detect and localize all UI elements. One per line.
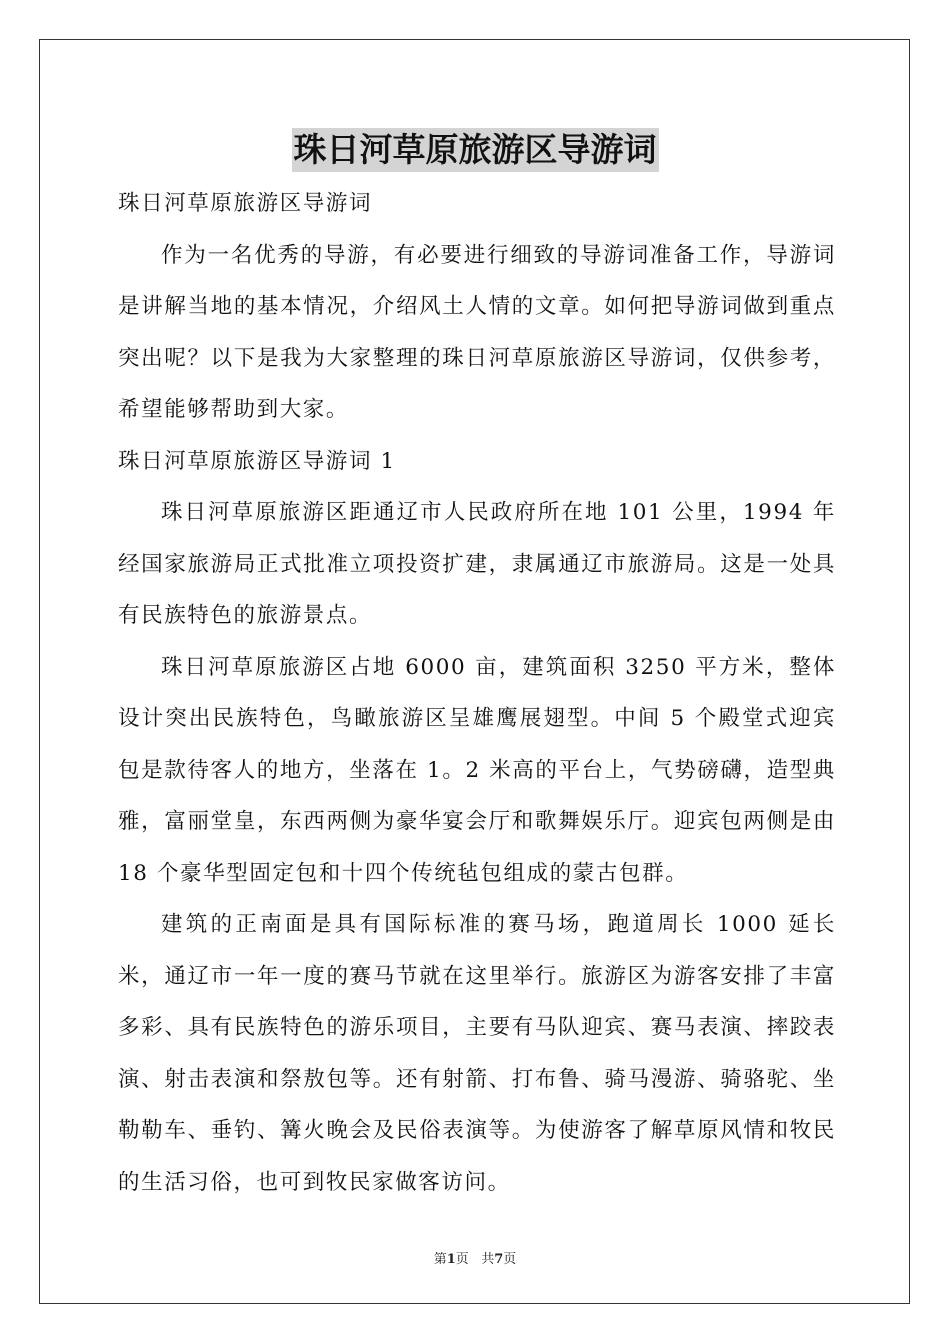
page-suffix: 页 xyxy=(455,1252,469,1267)
body-paragraph: 珠日河草原旅游区距通辽市人民政府所在地 101 公里，1994 年经国家旅游局正式批准立项投资扩建，隶属通辽市旅游局。这是一处具有民族特色的旅游景点。 xyxy=(118,500,836,628)
body-paragraph: 建筑的正南面是具有国际标准的赛马场，跑道周长 1000 延长米，通辽市一年一度的赛马节就在这里举行。旅游区为游客安排了丰富多彩、具有民族特色的游乐项目，主要有马队迎宾、赛马表演、摔跤表演、射击表演和祭敖包等。还有射箭、打布鲁、骑马漫游、骑骆驼、坐勒勒车、垂钓、篝火晚会及民俗表演等。为使游客了解草原风情和牧民的生活习俗，也可到牧民家做客访问。 xyxy=(118,912,836,1195)
title-container xyxy=(0,128,950,172)
section-heading: 珠日河草原旅游区导游词 1 xyxy=(118,448,396,474)
page-footer xyxy=(0,1248,950,1267)
document-subtitle: 珠日河草原旅游区导游词 xyxy=(118,191,373,216)
total-pages: 7 xyxy=(494,1252,504,1267)
intro-paragraph: 作为一名优秀的导游，有必要进行细致的导游词准备工作，导游词是讲解当地的基本情况，介绍风土人情的文章。如何把导游词做到重点突出呢？以下是我为大家整理的珠日河草原旅游区导游词，仅供参考，希望能够帮助到大家。 xyxy=(118,242,836,422)
total-prefix: 共 xyxy=(481,1252,495,1267)
page-number: 1 xyxy=(446,1252,456,1267)
document-body xyxy=(118,178,836,1208)
total-suffix: 页 xyxy=(503,1252,517,1267)
body-paragraph: 珠日河草原旅游区占地 6000 亩，建筑面积 3250 平方米，整体设计突出民族特色，鸟瞰旅游区呈雄鹰展翅型。中间 5 个殿堂式迎宾包是款待客人的地方，坐落在 1。2 米高的平台上，气势磅礴，造型典雅，富丽堂皇，东西两侧为豪华宴会厅和歌舞娱乐厅。迎宾包两侧是由 18 个豪华型固定包和十四个传统毡包组成的蒙古包群。 xyxy=(118,654,836,886)
page-prefix: 第 xyxy=(433,1252,447,1267)
document-title: 珠日河草原旅游区导游词 xyxy=(292,128,659,172)
